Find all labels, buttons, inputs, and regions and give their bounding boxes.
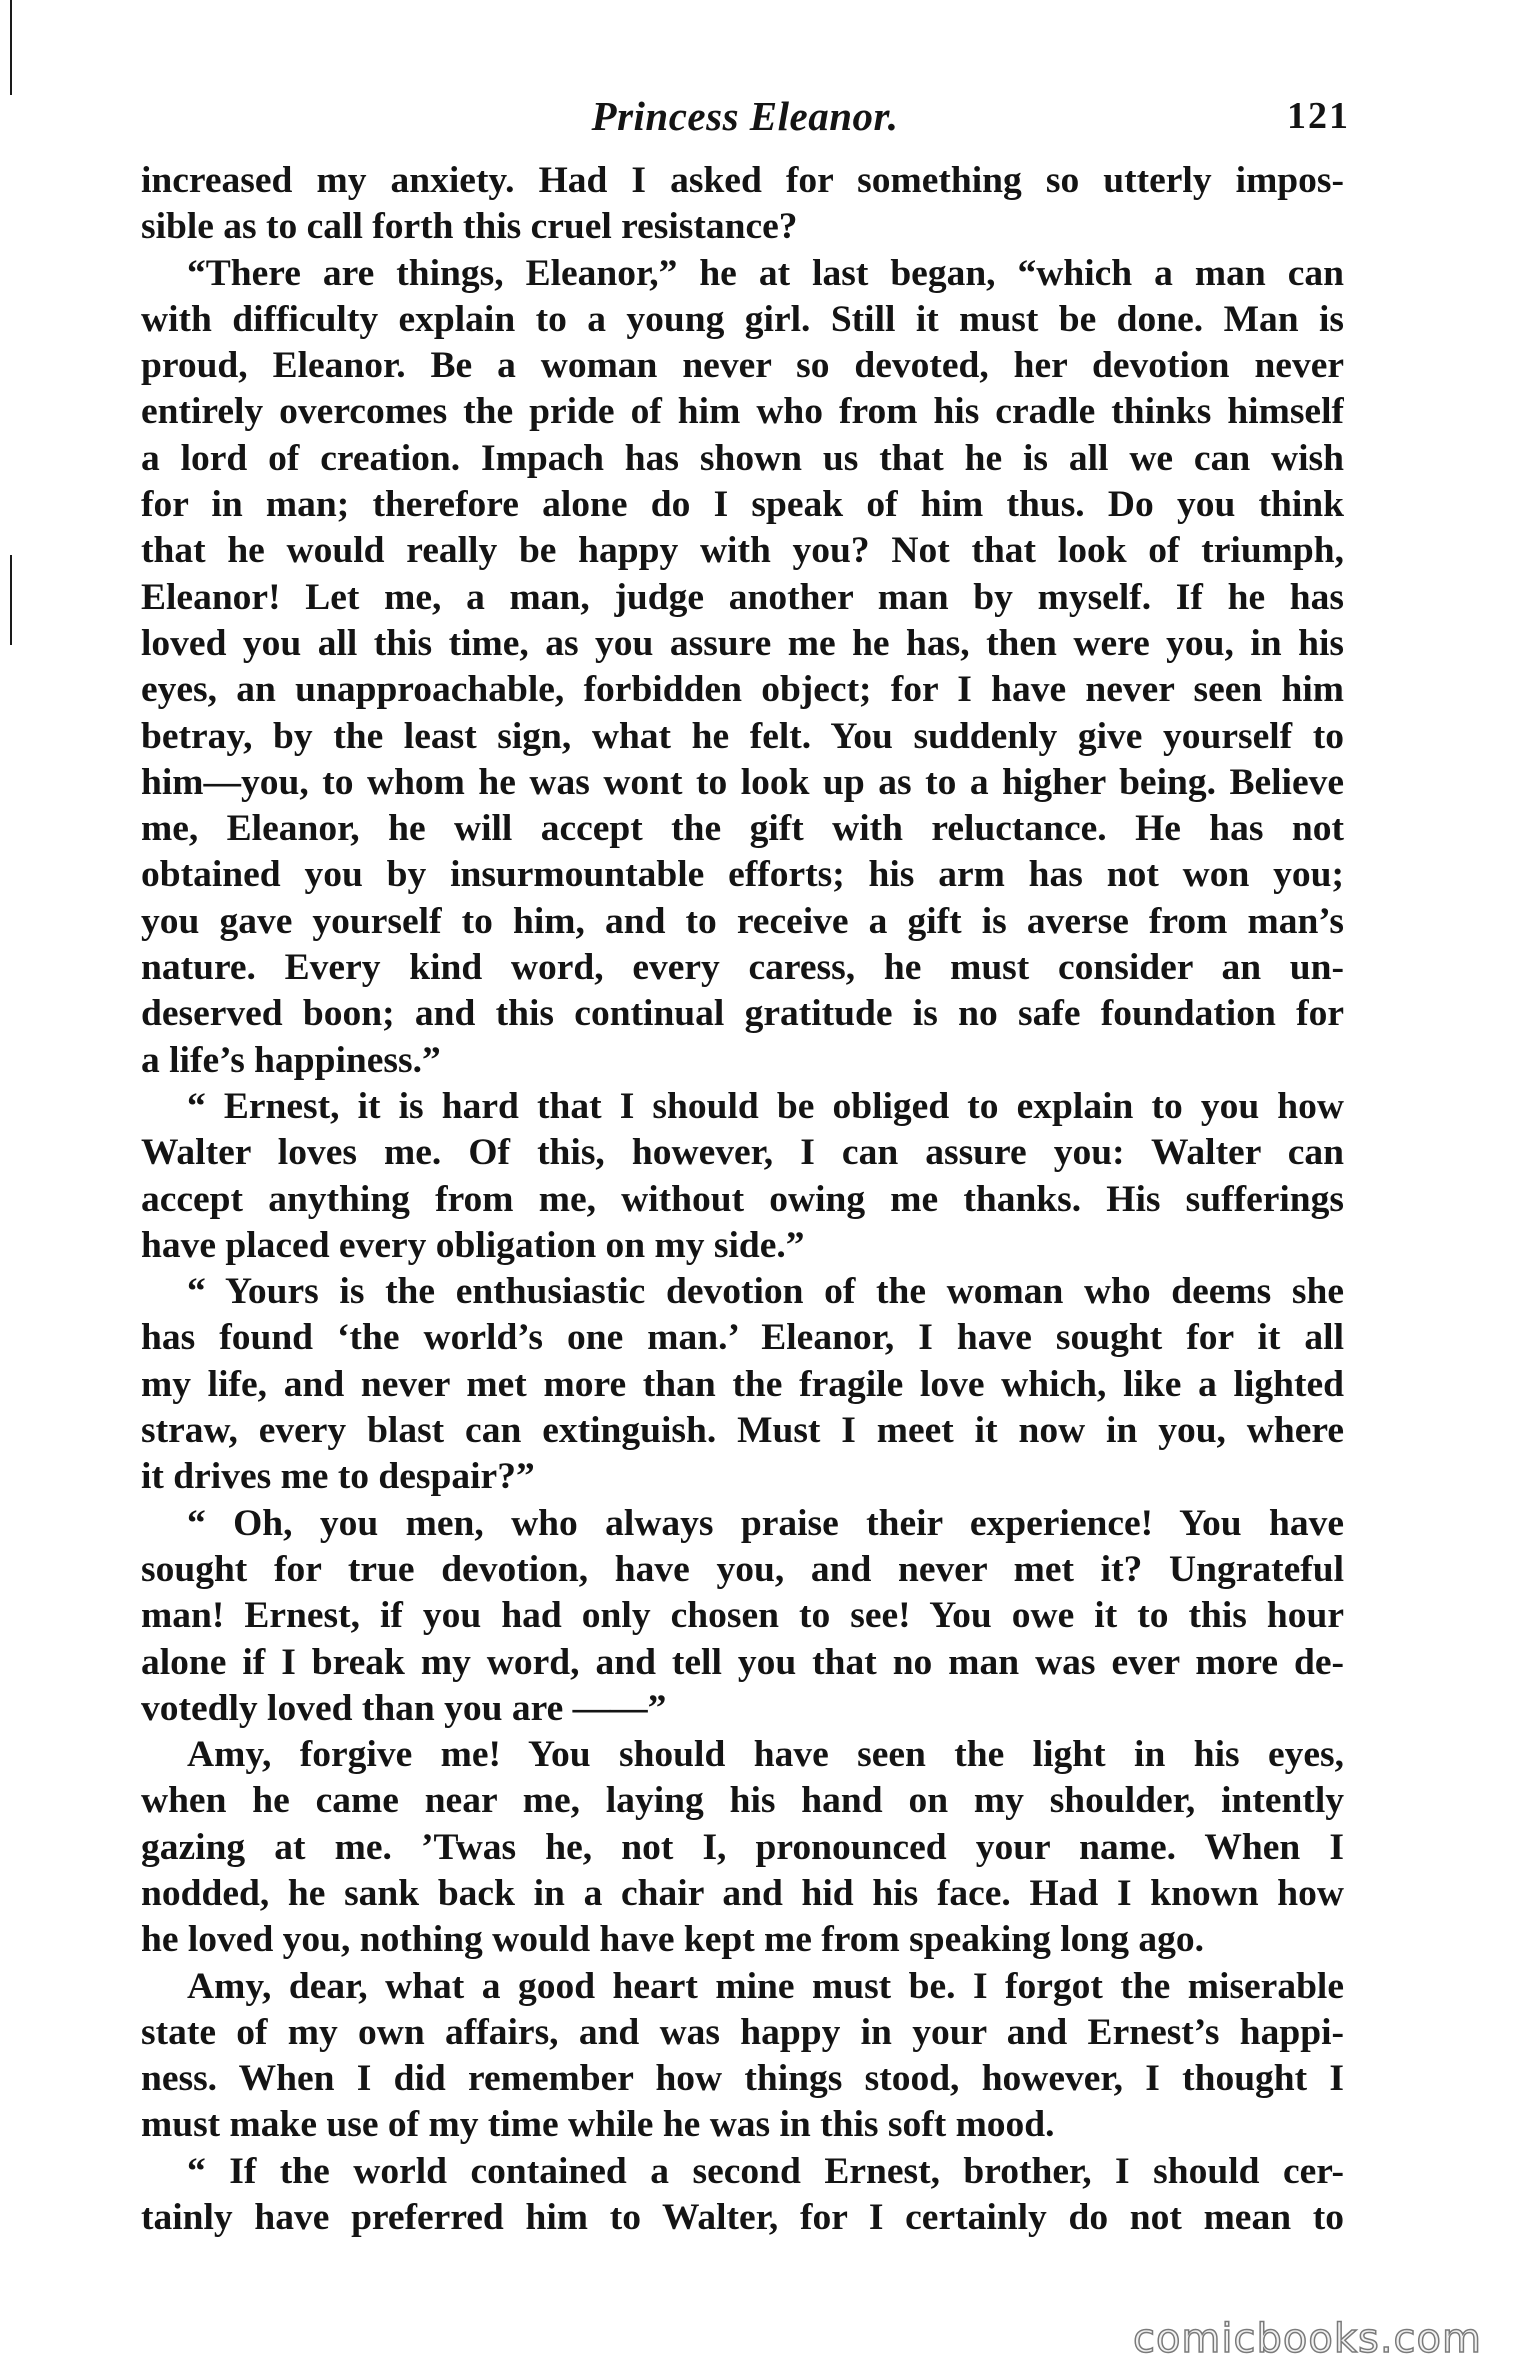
body-text	[141, 158, 1344, 2241]
text-line: man! Ernest, if you had only chosen to see! You owe it to this hour	[141, 1595, 1344, 1637]
text-line: “ Oh, you men, who always praise their experience! You have	[187, 1502, 1344, 1544]
text-line: has found ‘the world’s one man.’ Eleanor, I have sought for it all	[141, 1317, 1344, 1359]
text-line: Walter loves me. Of this, however, I can assure you: Walter can	[141, 1132, 1344, 1174]
text-line: “ If the world contained a second Ernest, brother, I should cer-	[187, 2150, 1344, 2192]
text-line: “ Ernest, it is hard that I should be obliged to explain to you how	[187, 1085, 1344, 1127]
text-line: betray, by the least sign, what he felt. You suddenly give yourself to	[141, 715, 1344, 757]
text-line: nature. Every kind word, every caress, he must consider an un-	[141, 947, 1344, 989]
page-header	[140, 92, 1350, 152]
text-line: nodded, he sank back in a chair and hid his face. Had I known how	[141, 1872, 1344, 1914]
text-line: state of my own affairs, and was happy in your and Ernest’s happi-	[141, 2011, 1344, 2053]
text-line: a lord of creation. Impach has shown us that he is all we can wish	[141, 437, 1344, 479]
text-line: me, Eleanor, he will accept the gift with reluctance. He has not	[141, 808, 1344, 850]
page-number: 121	[1287, 95, 1350, 137]
text-line: votedly loved than you are ——”	[141, 1687, 667, 1729]
text-line: you gave yourself to him, and to receive a gift is averse from man’s	[141, 900, 1344, 942]
text-line: “There are things, Eleanor,” he at last began, “which a man can	[187, 252, 1344, 294]
text-line: proud, Eleanor. Be a woman never so devoted, her devotion never	[141, 345, 1344, 387]
text-line: deserved boon; and this continual gratitude is no safe foundation for	[141, 993, 1344, 1035]
text-line: have placed every obligation on my side.”	[141, 1224, 805, 1266]
text-line: Amy, dear, what a good heart mine must be. I forgot the miserable	[187, 1965, 1344, 2007]
text-line: accept anything from me, without owing me thanks. His sufferings	[141, 1178, 1344, 1220]
running-title: Princess Eleanor.	[591, 93, 899, 139]
watermark-text: comicbooks.com	[1132, 2316, 1482, 2362]
text-line: sought for true devotion, have you, and never met it? Ungrateful	[141, 1548, 1344, 1590]
text-line: loved you all this time, as you assure me he has, then were you, in his	[141, 622, 1344, 664]
text-line: alone if I break my word, and tell you that no man was ever more de-	[141, 1641, 1344, 1683]
text-line: it drives me to despair?”	[141, 1456, 535, 1498]
text-line: my life, and never met more than the fragile love which, like a lighted	[141, 1363, 1344, 1405]
text-line: obtained you by insurmountable efforts; his arm has not won you;	[141, 854, 1344, 896]
scan-edge-rule-middle	[10, 555, 12, 645]
text-line: him—you, to whom he was wont to look up as to a higher being. Believe	[141, 761, 1344, 803]
text-line: with difficulty explain to a young girl. Still it must be done. Man is	[141, 298, 1344, 340]
text-line: he loved you, nothing would have kept me from speaking long ago.	[141, 1919, 1205, 1961]
text-line: eyes, an unapproachable, forbidden object; for I have never seen him	[141, 669, 1344, 711]
text-line: “ Yours is the enthusiastic devotion of the woman who deems she	[187, 1271, 1344, 1313]
text-line: sible as to call forth this cruel resistance?	[141, 206, 798, 248]
text-line: when he came near me, laying his hand on my shoulder, intently	[141, 1780, 1344, 1822]
text-line: increased my anxiety. Had I asked for something so utterly impos-	[141, 160, 1344, 201]
text-line: Eleanor! Let me, a man, judge another man by myself. If he has	[141, 576, 1344, 618]
text-line: straw, every blast can extinguish. Must I meet it now in you, where	[141, 1410, 1344, 1452]
text-line: a life’s happiness.”	[141, 1039, 441, 1081]
text-line: entirely overcomes the pride of him who from his cradle thinks himself	[141, 391, 1344, 433]
text-line: Amy, forgive me! You should have seen the light in his eyes,	[187, 1734, 1344, 1776]
text-line: tainly have preferred him to Walter, for I certainly do not mean to	[141, 2197, 1344, 2239]
text-line: that he would really be happy with you? Not that look of triumph,	[141, 530, 1344, 572]
text-line: must make use of my time while he was in this soft mood.	[141, 2104, 1055, 2146]
text-line: for in man; therefore alone do I speak of him thus. Do you think	[141, 484, 1344, 526]
text-line: gazing at me. ’Twas he, not I, pronounced your name. When I	[141, 1826, 1344, 1868]
text-line: ness. When I did remember how things stood, however, I thought I	[141, 2058, 1344, 2100]
scan-edge-rule-top	[10, 0, 12, 95]
